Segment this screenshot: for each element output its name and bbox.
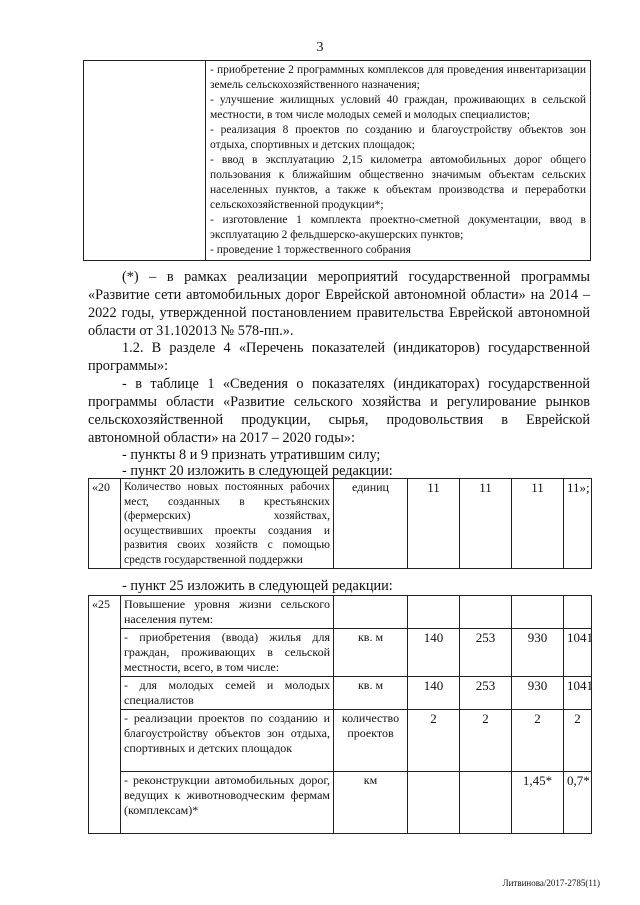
- value-2018: 253: [460, 629, 512, 677]
- value-2019: [512, 596, 564, 629]
- indicator-name: - для молодых семей и молодых специалистов: [121, 677, 334, 710]
- value-2020: 2: [564, 710, 592, 772]
- value-2019: 930: [512, 677, 564, 710]
- item20-intro-paragraph: - пункт 20 изложить в следующей редакции:: [122, 463, 393, 479]
- footnote-paragraph: (*) – в рамках реализации мероприятий государственной программы «Развитие сети автомобильных дорог Еврейской автономной области» на 2014 – 2022 годы, утвержденной постановлением правительства Еврейской автономной области от 31.102013 № 578-пп.».: [88, 269, 590, 339]
- table-reference-paragraph: - в таблице 1 «Сведения о показателях (индикаторах) государственной программы области «Развитие сельского хозяйства и регулирование рынков сельскохозяйственной продукции, сырья, продовольствия в Еврейской автономной области» на 2017 – 2020 годы»:: [88, 376, 590, 446]
- result-item: - реализация 8 проектов по созданию и благоустройству объектов зон отдыха, спортивных и детских площадок;: [210, 124, 586, 151]
- unit-cell: единиц: [334, 479, 408, 569]
- page-number: 3: [316, 40, 324, 55]
- indicator-name: Повышение уровня жизни сельского населения путем:: [121, 596, 334, 629]
- indicator-25-table: [88, 595, 592, 834]
- value-2018: [460, 772, 512, 834]
- unit-cell: кв. м: [334, 677, 408, 710]
- value-2017: [408, 596, 460, 629]
- item25-intro-paragraph: - пункт 25 изложить в следующей редакции:: [122, 578, 393, 594]
- value-2020: 0,7*: [564, 772, 592, 834]
- result-item: - ввод в эксплуатацию 2,15 километра автомобильных дорог общего пользования к ближайшим общественно значимым объектам сельских населенных пунктов, а также к объектам производства и переработки сельскохозяйственной продукции*;: [210, 154, 586, 211]
- value-2019: 2: [512, 710, 564, 772]
- indicator-name: - приобретения (ввода) жилья для граждан, проживающих в сельской местности, всего, в том числе:: [121, 629, 334, 677]
- unit-cell: км: [334, 772, 408, 834]
- indicator-name: - реконструкции автомобильных дорог, ведущих к животноводческим фермам (комплексам)*: [121, 772, 334, 834]
- result-item: - улучшение жилищных условий 40 граждан, проживающих в сельской местности, в том числе молодых семей и молодых специалистов;: [210, 94, 586, 121]
- value-2020: 1041: [564, 629, 592, 677]
- value-2019: 930: [512, 629, 564, 677]
- value-2018: 2: [460, 710, 512, 772]
- unit-cell: кв. м: [334, 629, 408, 677]
- results-cell: [206, 61, 591, 261]
- empty-label-cell: [84, 61, 206, 261]
- result-item: - приобретение 2 программных комплексов для проведения инвентаризации земель сельскохозяйственного назначения;: [210, 64, 586, 91]
- value-2020: [564, 596, 592, 629]
- indicator-20-table: [88, 478, 592, 569]
- value-2017: 140: [408, 677, 460, 710]
- value-2018: 253: [460, 677, 512, 710]
- value-2018: 11: [460, 479, 512, 569]
- value-2017: 140: [408, 629, 460, 677]
- items-invalid-paragraph: - пункты 8 и 9 признать утратившим силу;: [122, 447, 381, 463]
- value-2019: 11: [512, 479, 564, 569]
- row-number: «20: [89, 479, 121, 569]
- value-2017: [408, 772, 460, 834]
- indicator-name: - реализации проектов по созданию и благоустройству объектов зон отдыха, спортивных и детских площадок: [121, 710, 334, 772]
- section-paragraph: 1.2. В разделе 4 «Перечень показателей (индикаторов) государственной программы»:: [88, 340, 590, 374]
- value-2020: 11»;: [564, 479, 592, 569]
- unit-cell: [334, 596, 408, 629]
- indicator-name: Количество новых постоянных рабочих мест, созданных в крестьянских (фермерских) хозяйствах, осуществивших проекты создания и развития своих хозяйств с помощью средств государственной поддержки: [121, 479, 334, 569]
- value-2017: 2: [408, 710, 460, 772]
- value-2020: 1041: [564, 677, 592, 710]
- value-2017: 11: [408, 479, 460, 569]
- value-2018: [460, 596, 512, 629]
- row-number: «25: [89, 596, 121, 834]
- result-item: - изготовление 1 комплекта проектно-сметной документации, ввод в эксплуатацию 2 фельдшерско-акушерских пунктов;: [210, 214, 586, 241]
- document-footer: Литвинова/2017-2785(11): [502, 878, 600, 888]
- value-2019: 1,45*: [512, 772, 564, 834]
- unit-cell: количество проектов: [334, 710, 408, 772]
- result-item: - проведение 1 торжественного собрания: [210, 244, 411, 256]
- program-results-table: [83, 60, 591, 261]
